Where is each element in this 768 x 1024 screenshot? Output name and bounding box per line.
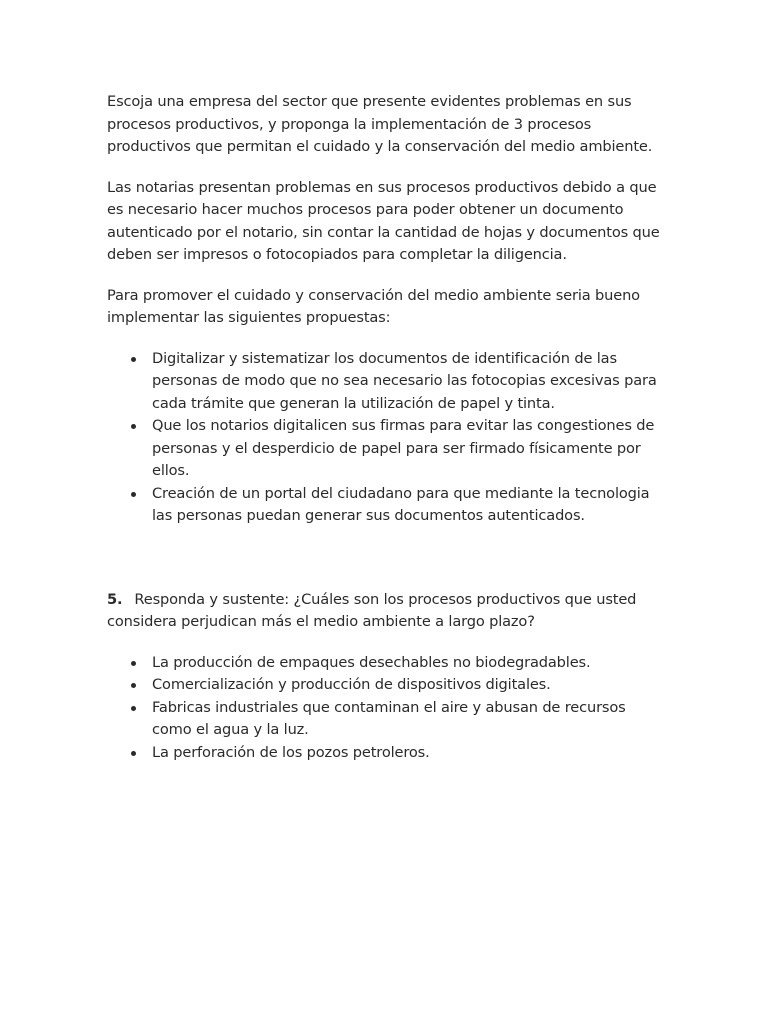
document-page <box>107 91 667 764</box>
question-number: 5. <box>107 590 123 608</box>
list-item: Comercialización y producción de dispositivos digitales. <box>107 674 667 697</box>
list-item: La producción de empaques desechables no biodegradables. <box>107 652 667 675</box>
list-item: Digitalizar y sistematizar los documentos de identificación de las personas de modo que no sea necesario las fotocopias excesivas para cada trámite que generan la utilización de papel y tinta. <box>107 348 667 416</box>
question-text: Responda y sustente: ¿Cuáles son los procesos productivos que usted considera perjudican más el medio ambiente a largo plazo? <box>107 590 637 630</box>
intro-paragraph: Escoja una empresa del sector que presente evidentes problemas en sus procesos productivos, y proponga la implementación de 3 procesos productivos que permitan el cuidado y la conservación del medio ambiente. <box>107 93 653 155</box>
list-item: Creación de un portal del ciudadano para que mediante la tecnologia las personas puedan generar sus documentos autenticados. <box>107 483 667 528</box>
list-item: La perforación de los pozos petroleros. <box>107 742 667 765</box>
proposals-list <box>107 348 667 528</box>
answers-list <box>107 652 667 765</box>
list-item: Fabricas industriales que contaminan el aire y abusan de recursos como el agua y la luz. <box>107 697 667 742</box>
question-paragraph <box>107 589 667 634</box>
problem-paragraph: Las notarias presentan problemas en sus procesos productivos debido a que es necesario hacer muchos procesos para poder obtener un documento autenticado por el notario, sin contar la cantidad de hojas y documentos que deben ser impresos o fotocopiados para completar la diligencia. <box>107 178 660 263</box>
list-item: Que los notarios digitalicen sus firmas para evitar las congestiones de personas y el desperdicio de papel para ser firmado físicamente por ellos. <box>107 415 667 483</box>
proposal-intro-paragraph: Para promover el cuidado y conservación del medio ambiente seria bueno implementar las siguientes propuestas: <box>107 286 640 326</box>
